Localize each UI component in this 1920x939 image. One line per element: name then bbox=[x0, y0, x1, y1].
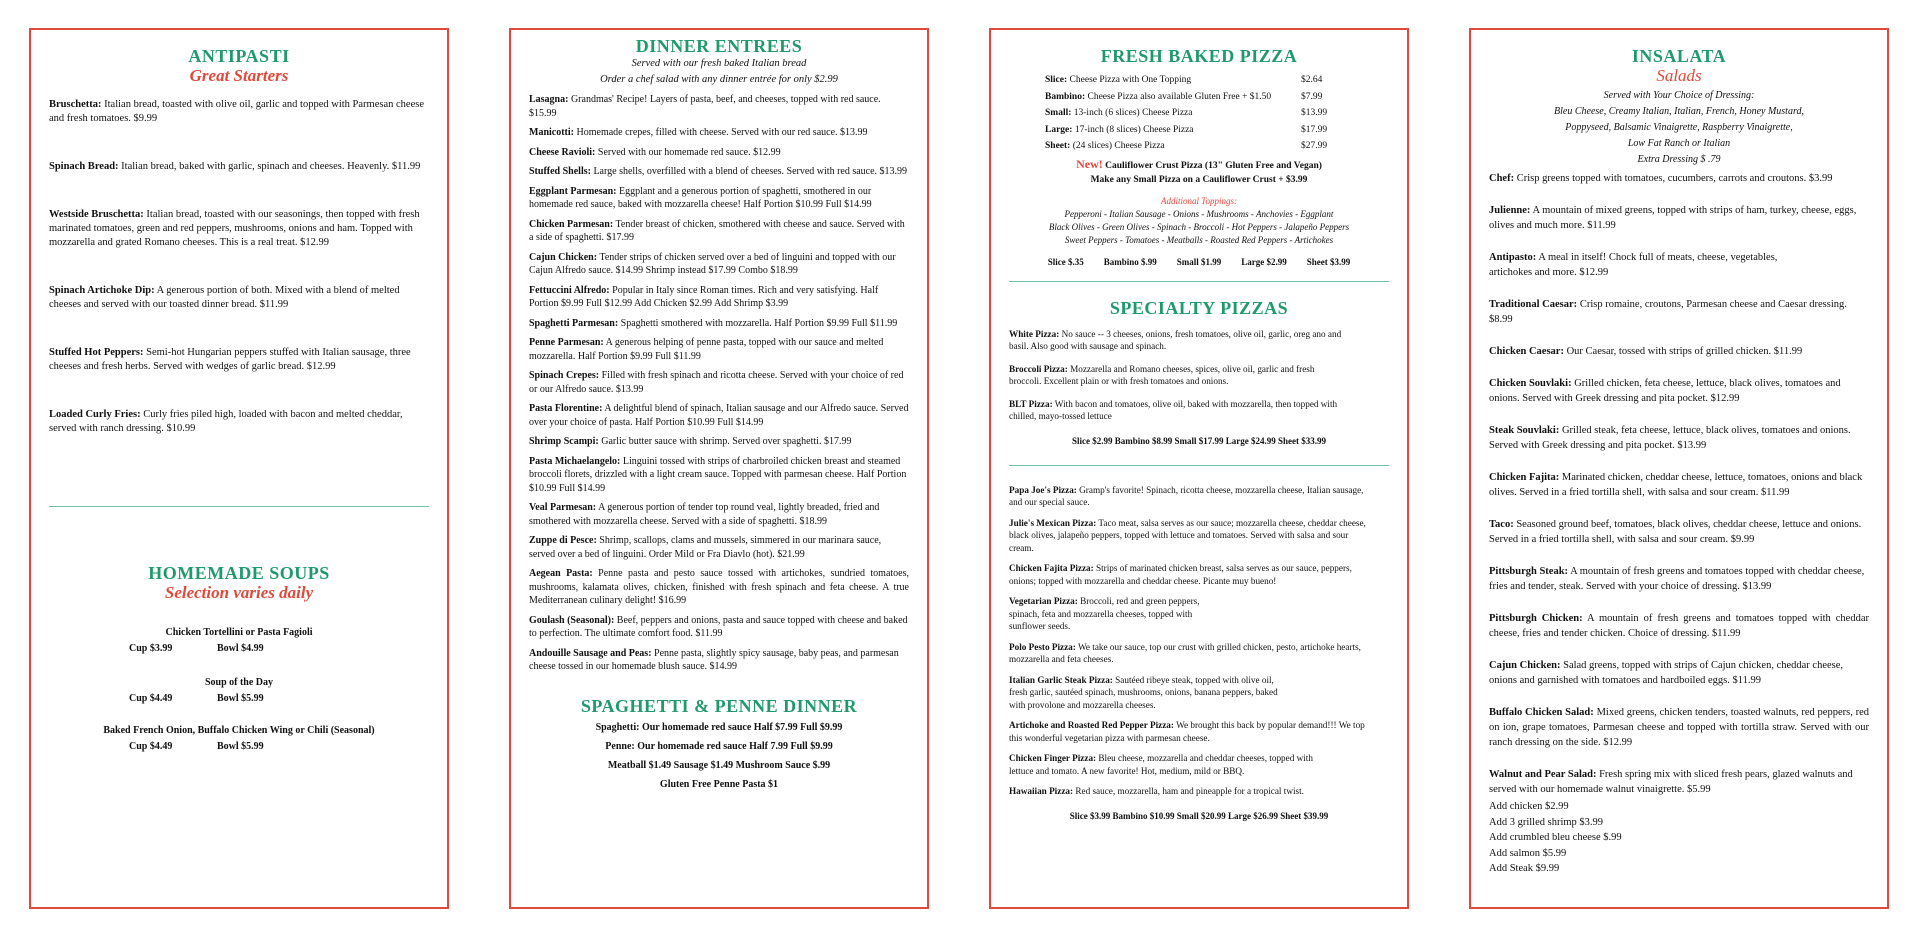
menu-item: Cheese Ravioli: Served with our homemade red sauce. $12.99 bbox=[529, 146, 781, 158]
soup-name: Soup of the Day bbox=[204, 677, 274, 688]
addon-line: Add crumbled bleu cheese $.99 bbox=[1489, 832, 1622, 843]
entrees-panel bbox=[509, 28, 929, 909]
addon-line: Add Steak $9.99 bbox=[1489, 863, 1560, 874]
pizza-title: FRESH BAKED PIZZA bbox=[1100, 46, 1298, 66]
menu-item: Pittsburgh Chicken: A mountain of fresh greens and tomatoes topped with cheddar cheese, fries and tender chicken. Choice of dressing. $11.99 bbox=[1489, 613, 1869, 639]
pizza-price-row: Small: 13-inch (6 slices) Cheese Pizza $13.99 bbox=[1045, 108, 1328, 118]
menu-item: Lasagna: Grandmas' Recipe! Layers of pasta, beef, and cheeses, topped with red sauce. $15.99 bbox=[529, 94, 881, 119]
menu-item: Spinach Bread: Italian bread, baked with garlic, spinach and cheeses. Heavenly. $11.99 bbox=[49, 161, 421, 172]
menu-item: Westside Bruschetta: Italian bread, toasted with our seasonings, then topped with fresh marinated tomatoes, green and red peppers, mushrooms, onions and ham. Topped with mozzarella and grated Romano cheeses. This is a real treat. $12.99 bbox=[49, 209, 420, 248]
menu-item: Chicken Finger Pizza: Bleu cheese, mozzarella and cheddar cheeses, topped with lettuce and tomato. A new favorite! Hot, medium, mild or BBQ. bbox=[1009, 753, 1313, 776]
antipasti-list bbox=[49, 98, 429, 436]
specialty-list-1 bbox=[1009, 328, 1389, 423]
menu-item: Veal Parmesan: A generous portion of tender top round veal, lightly breaded, fried and smothered with mozzarella cheese. Served with a side of spaghetti. $18.99 bbox=[529, 502, 880, 527]
spaghetti-line: Gluten Free Penne Pasta $1 bbox=[659, 778, 779, 790]
menu-item: Vegetarian Pizza: Broccoli, red and green peppers, spinach, feta and mozzarella cheeses, topped with sunflower seeds. bbox=[1009, 596, 1200, 631]
pizza-panel bbox=[989, 28, 1409, 909]
specialty-prices-1: Slice $2.99 Bambino $8.99 Small $17.99 Large $24.99 Sheet $33.99 bbox=[1072, 435, 1326, 446]
salad-addons bbox=[1489, 799, 1869, 877]
menu-item: BLT Pizza: With bacon and tomatoes, olive oil, baked with mozzarella, then topped with chilled, mayo-tossed lettuce bbox=[1009, 398, 1338, 421]
insalata-panel bbox=[1469, 28, 1889, 909]
soup-prices: Cup $4.49 Bowl $5.99 bbox=[129, 741, 264, 752]
addon-line: Add salmon $5.99 bbox=[1489, 847, 1567, 859]
menu-item: Chicken Parmesan: Tender breast of chicken, smothered with cheese and sauce. Served with a side of spaghetti. $17.99 bbox=[529, 218, 905, 243]
menu-item: Bruschetta: Italian bread, toasted with olive oil, garlic and topped with Parmesan cheese and fresh tomatoes. $9.99 bbox=[49, 99, 424, 124]
menu-item: Papa Joe's Pizza: Gramp's favorite! Spinach, ricotta cheese, mozzarella cheese, Italian sausage, and our special sauce. bbox=[1009, 484, 1364, 507]
menu-item: Penne Parmesan: A generous helping of penne pasta, topped with our sauce and melted mozzarella. Half Portion $9.99 Full $11.99 bbox=[529, 337, 884, 362]
entrees-note: Order a chef salad with any dinner entrée for only $2.99 bbox=[600, 74, 838, 85]
insalata-subtitle: Salads bbox=[1656, 66, 1702, 85]
menu-item: Goulash (Seasonal): Beef, peppers and onions, pasta and sauce topped with cheese and baked to perfection. The ultimate comfort food. $11.99 bbox=[529, 614, 908, 639]
antipasti-subtitle: Great Starters bbox=[189, 66, 289, 85]
spaghetti-title: SPAGHETTI & PENNE DINNER bbox=[580, 695, 858, 716]
menu-item: Broccoli Pizza: Mozzarella and Romano cheeses, spices, olive oil, garlic and fresh broccoli. Excellent plain or with fresh tomatoes and onions. bbox=[1009, 363, 1315, 386]
menu-item: Loaded Curly Fries: Curly fries piled high, loaded with bacon and melted cheddar, served with ranch dressing. $10.99 bbox=[49, 409, 403, 434]
spaghetti-line: Penne: Our homemade red sauce Half 7.99 Full $9.99 bbox=[605, 740, 833, 752]
addon-line: Add chicken $2.99 bbox=[1489, 801, 1569, 812]
pizza-price-row: Large: 17-inch (8 slices) Cheese Pizza $17.99 bbox=[1045, 124, 1328, 135]
menu-item: Fettuccini Alfredo: Popular in Italy since Roman times. Rich and very satisfying. Half Portion $9.99 Full $12.99 Add Chicken $2.99 Add Shrimp $3.99 bbox=[529, 284, 879, 309]
specialty-title: SPECIALTY PIZZAS bbox=[1109, 297, 1289, 318]
menu-item: Cajun Chicken: Salad greens, topped with strips of Cajun chicken, cheddar cheese, onions and garnished with tomatoes and hardboiled eggs. $11.99 bbox=[1489, 660, 1844, 686]
menu-item: Julienne: A mountain of mixed greens, topped with strips of ham, turkey, cheese, eggs, olives and much more. $11.99 bbox=[1489, 205, 1857, 231]
soup-name: Chicken Tortellini or Pasta Fagioli bbox=[165, 627, 313, 638]
soups-subtitle: Selection varies daily bbox=[164, 583, 314, 602]
spaghetti-line: Spaghetti: Our homemade red sauce Half $7.99 Full $9.99 bbox=[595, 721, 843, 733]
pizza-price-row: Slice: Cheese Pizza with One Topping $2.64 bbox=[1045, 75, 1323, 85]
menu-item: Chicken Fajita Pizza: Strips of marinated chicken breast, salsa serves as our sauce, peppers, onions; topped with mozzarella and cheddar cheese. Picante muy bueno! bbox=[1009, 563, 1352, 586]
menu-item: Chicken Caesar: Our Caesar, tossed with strips of grilled chicken. $11.99 bbox=[1489, 346, 1803, 357]
pizza-price-row: Bambino: Cheese Pizza also available Gluten Free + $1.50 $7.99 bbox=[1045, 91, 1323, 102]
menu-item: Pasta Michaelangelo: Linguini tossed with strips of charbroiled chicken breast and steamed broccoli florets, drizzled with a light cream sauce. Topped with parmesan cheese. Half Portion $10.99 Full $14.99 bbox=[529, 455, 907, 494]
menu-item: Chicken Fajita: Marinated chicken, cheddar cheese, lettuce, tomatoes, onions and black olives. Served in a fried tortilla shell, with salsa and sour cream. $11.99 bbox=[1489, 472, 1863, 498]
spaghetti-line: Meatball $1.49 Sausage $1.49 Mushroom Sauce $.99 bbox=[607, 759, 831, 771]
entrees-list bbox=[529, 93, 909, 674]
specialty-list-2 bbox=[1009, 484, 1389, 798]
soups-list bbox=[49, 625, 429, 755]
menu-item: Cajun Chicken: Tender strips of chicken served over a bed of linguini and topped with our Cajun Alfredo sauce. $14.99 Shrimp instead $17.99 Combo $18.99 bbox=[529, 251, 896, 276]
divider bbox=[1009, 281, 1389, 282]
menu-item: Chicken Souvlaki: Grilled chicken, feta cheese, lettuce, black olives, tomatoes and onions. Served with Greek dressing and pita pocket. $12.99 bbox=[1489, 378, 1841, 404]
menu-item: Andouille Sausage and Peas: Penne pasta, slightly spicy sausage, baby peas, and parmesan cheese tossed in our homemade blush sauce. $14.99 bbox=[529, 647, 899, 672]
divider bbox=[1009, 465, 1389, 466]
menu-item: Polo Pesto Pizza: We take our sauce, top our crust with grilled chicken, pesto, artichoke hearts, mozzarella and feta cheeses. bbox=[1009, 641, 1361, 664]
antipasti-soups-panel bbox=[29, 28, 449, 909]
toppings-line: Pepperoni - Italian Sausage - Onions - Mushrooms - Anchovies - Eggplant bbox=[1064, 208, 1334, 219]
pizza-price-row: Sheet: (24 slices) Cheese Pizza $27.99 bbox=[1045, 141, 1328, 151]
menu-item: Chef: Crisp greens topped with tomatoes, cucumbers, carrots and croutons. $3.99 bbox=[1489, 173, 1833, 184]
menu-item: Manicotti: Homemade crepes, filled with cheese. Served with our red sauce. $13.99 bbox=[529, 127, 868, 138]
menu-item: Spinach Artichoke Dip: A generous portion of both. Mixed with a blend of melted cheeses and served with our toasted dinner bread. $11.99 bbox=[49, 285, 400, 310]
insalata-title: INSALATA bbox=[1631, 46, 1727, 66]
menu-item: Hawaiian Pizza: Red sauce, mozzarella, ham and pineapple for a tropical twist. bbox=[1009, 786, 1304, 796]
menu-item: Pasta Florentine: A delightful blend of spinach, Italian sausage and our Alfredo sauce. Served over your choice of pasta. Half Portion $10.99 Full $14.99 bbox=[529, 403, 909, 428]
topping-prices: Slice $.35 Bambino $.99 Small $1.99 Large $2.99 Sheet $3.99 bbox=[1047, 256, 1351, 267]
entrees-note: Served with our fresh baked Italian bread bbox=[631, 58, 807, 69]
menu-item: Traditional Caesar: Crisp romaine, croutons, Parmesan cheese and Caesar dressing. $8.99 bbox=[1489, 299, 1847, 325]
toppings-title: Additional Toppings: bbox=[1161, 195, 1237, 206]
dressing-line: Extra Dressing $ .79 bbox=[1637, 154, 1721, 165]
soup-prices: Cup $3.99 Bowl $4.99 bbox=[129, 643, 264, 654]
menu-item: Spinach Crepes: Filled with fresh spinach and ricotta cheese. Served with your choice of red or our Alfredo sauce. $13.99 bbox=[529, 370, 904, 395]
menu-item: White Pizza: No sauce -- 3 cheeses, onions, fresh tomatoes, olive oil, garlic, oreg ano and basil. Also good with sausage and spinach. bbox=[1009, 328, 1342, 351]
dressing-block bbox=[1489, 88, 1869, 168]
menu-item: Shrimp Scampi: Garlic butter sauce with shrimp. Served over spaghetti. $17.99 bbox=[529, 436, 852, 447]
toppings-line: Sweet Peppers - Tomatoes - Meatballs - Roasted Red Peppers - Artichokes bbox=[1064, 234, 1334, 245]
cauliflower-crust: New! Cauliflower Crust Pizza (13" Gluten Free and Vegan) bbox=[1076, 156, 1322, 171]
dressing-line: Low Fat Ranch or Italian bbox=[1627, 138, 1731, 149]
pizza-price-table bbox=[1045, 72, 1389, 155]
menu-item: Julie's Mexican Pizza: Taco meat, salsa serves as our sauce; mozzarella cheese, cheddar cheese, black olives, jalapeño peppers, topped with lettuce and tomatoes. Served with salsa and sour cream. bbox=[1009, 517, 1366, 553]
menu-item: Steak Souvlaki: Grilled steak, feta cheese, lettuce, black olives, tomatoes and onions. Served with Greek dressing and pita pocket. $13.99 bbox=[1489, 425, 1851, 451]
salad-list bbox=[1489, 172, 1869, 797]
antipasti-title: ANTIPASTI bbox=[188, 46, 290, 66]
menu-item: Antipasto: A meal in itself! Chock full of meats, cheese, vegetables, artichokes and more. $12.99 bbox=[1489, 252, 1778, 278]
addon-line: Add 3 grilled shrimp $3.99 bbox=[1489, 816, 1604, 828]
menu-item: Zuppe di Pesce: Shrimp, scallops, clams and mussels, simmered in our marinara sauce, served over a bed of linguini. Order Mild or Fra Diavlo (hot). $21.99 bbox=[529, 535, 882, 560]
dressing-line: Served with Your Choice of Dressing: bbox=[1603, 90, 1755, 101]
entrees-title: DINNER ENTREES bbox=[635, 36, 803, 56]
menu-item: Stuffed Hot Peppers: Semi-hot Hungarian peppers stuffed with Italian sausage, three cheeses and fresh herbs. Served with wedges of garlic bread. $12.99 bbox=[49, 347, 411, 372]
menu-item: Pittsburgh Steak: A mountain of fresh greens and tomatoes topped with cheddar cheese, fries and tender, steak. Served with your choice of dressing. $13.99 bbox=[1489, 566, 1865, 592]
menu-item: Stuffed Shells: Large shells, overfilled with a blend of cheeses. Served with red sauce. $13.99 bbox=[529, 166, 908, 177]
cauliflower-note: Make any Small Pizza on a Cauliflower Crust + $3.99 bbox=[1090, 174, 1308, 185]
menu-item: Italian Garlic Steak Pizza: Sautéed ribeye steak, topped with olive oil, fresh garlic, sautéed spinach, mushrooms, onions, banana peppers, baked with provolone and mozzarella cheeses. bbox=[1009, 674, 1278, 710]
menu-item: Aegean Pasta: Penne pasta and pesto sauce tossed with artichokes, sundried tomatoes, mushrooms, kalamata olives, chicken, finished with fresh spinach and feta cheese. A true Mediterranean culinary delight! $16.99 bbox=[529, 568, 910, 606]
soup-prices: Cup $4.49 Bowl $5.99 bbox=[129, 693, 264, 704]
dressing-line: Bleu Cheese, Creamy Italian, Italian, French, Honey Mustard, bbox=[1554, 106, 1804, 117]
soups-title: HOMEMADE SOUPS bbox=[148, 563, 330, 583]
soup-name: Baked French Onion, Buffalo Chicken Wing or Chili (Seasonal) bbox=[103, 725, 375, 736]
menu-item: Artichoke and Roasted Red Pepper Pizza: We brought this back by popular demand!!! We top this wonderful vegetarian pizza with parmesan cheese. bbox=[1009, 720, 1365, 743]
divider bbox=[49, 506, 429, 507]
toppings-line: Black Olives - Green Olives - Spinach - Broccoli - Hot Peppers - Jalapeño Peppers bbox=[1048, 221, 1350, 232]
specialty-prices-2: Slice $3.99 Bambino $10.99 Small $20.99 Large $26.99 Sheet $39.99 bbox=[1069, 810, 1329, 821]
menu-item: Buffalo Chicken Salad: Mixed greens, chicken tenders, toasted walnuts, red peppers, red on ion, grape tomatoes, Parmesan cheese and topped with tortilla straw. Served with our ranch dressing on the side. $12.99 bbox=[1489, 707, 1870, 748]
menu-item: Taco: Seasoned ground beef, tomatoes, black olives, cheddar cheese, lettuce and onions. Served in a fried tortilla shell, with salsa and sour cream. $9.99 bbox=[1489, 519, 1862, 545]
dressing-line: Poppyseed, Balsamic Vinaigrette, Raspberry Vinaigrette, bbox=[1565, 122, 1793, 133]
spaghetti-list bbox=[529, 718, 909, 794]
menu-item: Spaghetti Parmesan: Spaghetti smothered with mozzarella. Half Portion $9.99 Full $11.99 bbox=[529, 317, 898, 329]
menu-item: Eggplant Parmesan: Eggplant and a generous portion of spaghetti, smothered in our homemade red sauce, baked with mozzarella cheese! Half Portion $10.99 Full $14.99 bbox=[529, 185, 872, 210]
menu-item: Walnut and Pear Salad: Fresh spring mix with sliced fresh pears, glazed walnuts and served with our homemade walnut vinaigrette. $5.99 bbox=[1489, 769, 1853, 795]
